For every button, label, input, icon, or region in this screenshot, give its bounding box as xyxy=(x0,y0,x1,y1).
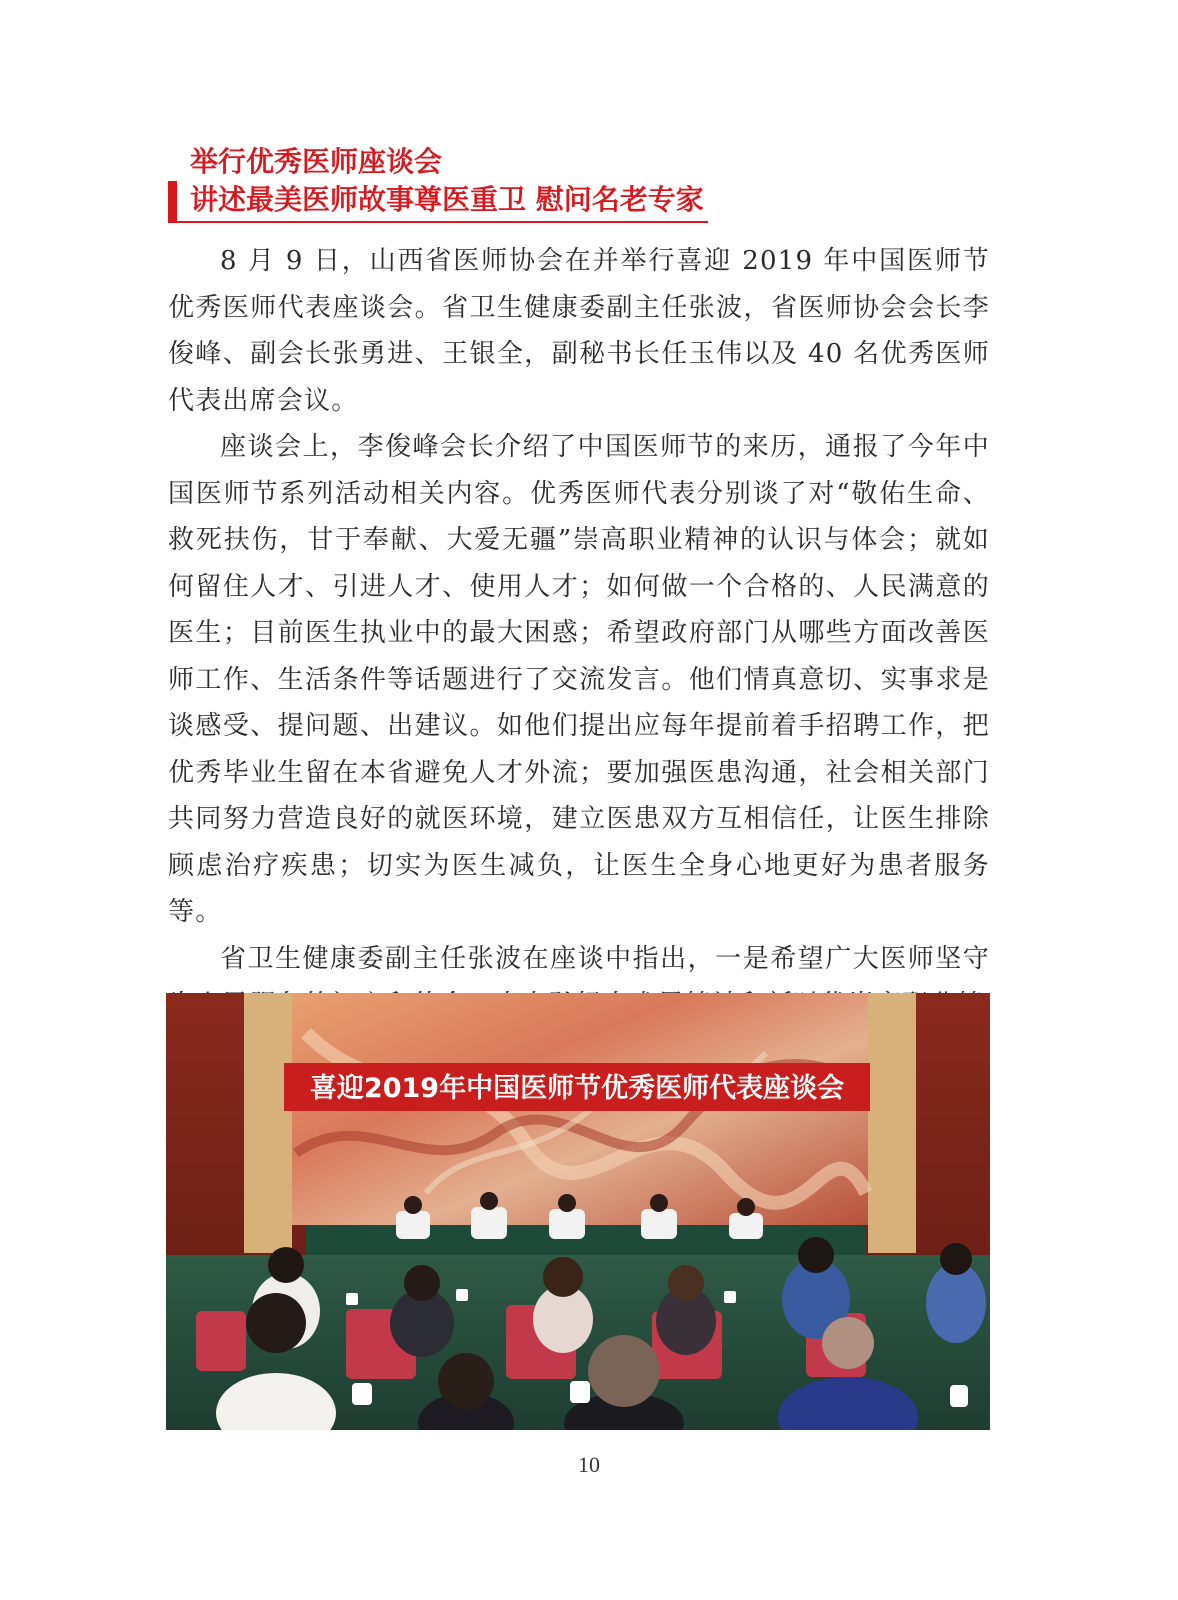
title-line-2: 讲述最美医师故事尊医重卫 慰问名老专家 xyxy=(168,181,708,223)
title-line-1: 举行优秀医师座谈会 xyxy=(190,145,443,178)
banner-text: 喜迎2019年中国医师节优秀医师代表座谈会 xyxy=(309,1073,845,1104)
right-column xyxy=(868,993,916,1253)
left-column xyxy=(244,993,292,1253)
article-title xyxy=(168,143,708,223)
head-table xyxy=(306,1225,866,1255)
paragraph-1: 8 月 9 日，山西省医师协会在并举行喜迎 2019 年中国医师节优秀医师代表座谈会。省卫生健康委副主任张波，省医师协会会长李俊峰、副会长张勇进、王银全，副秘书长任玉伟以及 40 名优秀医师代表出席会议。 xyxy=(168,246,990,416)
paragraph-3: 省卫生健康委副主任张波在座谈中指出，一是希望广大医师坚守 xyxy=(220,943,990,974)
meeting-photo xyxy=(166,993,990,1430)
page-number: 10 xyxy=(578,1452,600,1477)
paragraph-2: 座谈会上，李俊峰会长介绍了中国医师节的来历，通报了今年中国医师节系列活动相关内容。优秀医师代表分别谈了对“敬佑生命、救死扶伤，甘于奉献、大爱无疆”崇高职业精神的认识与体会；就如何留住人才、引进人才、使用人才；如何做一个合格的、人民满意的医生；目前医生执业中的最大困惑；希望政府部门从哪些方面改善医师工作、生活条件等话题进行了交流发言。他们情真意切、实事求是谈感受、提问题、出建议。如他们提出应每年提前着手招聘工作，把优秀毕业生留在本省避免人才外流；要加强医患沟通，社会相关部门共同努力营造良好的就医环境，建立医患双方互相信任，让医生排除顾虑治疗疾患；切实为医生减负，让医生全身心地更好为患者服务等。 xyxy=(168,432,990,927)
article-body xyxy=(168,238,990,1029)
